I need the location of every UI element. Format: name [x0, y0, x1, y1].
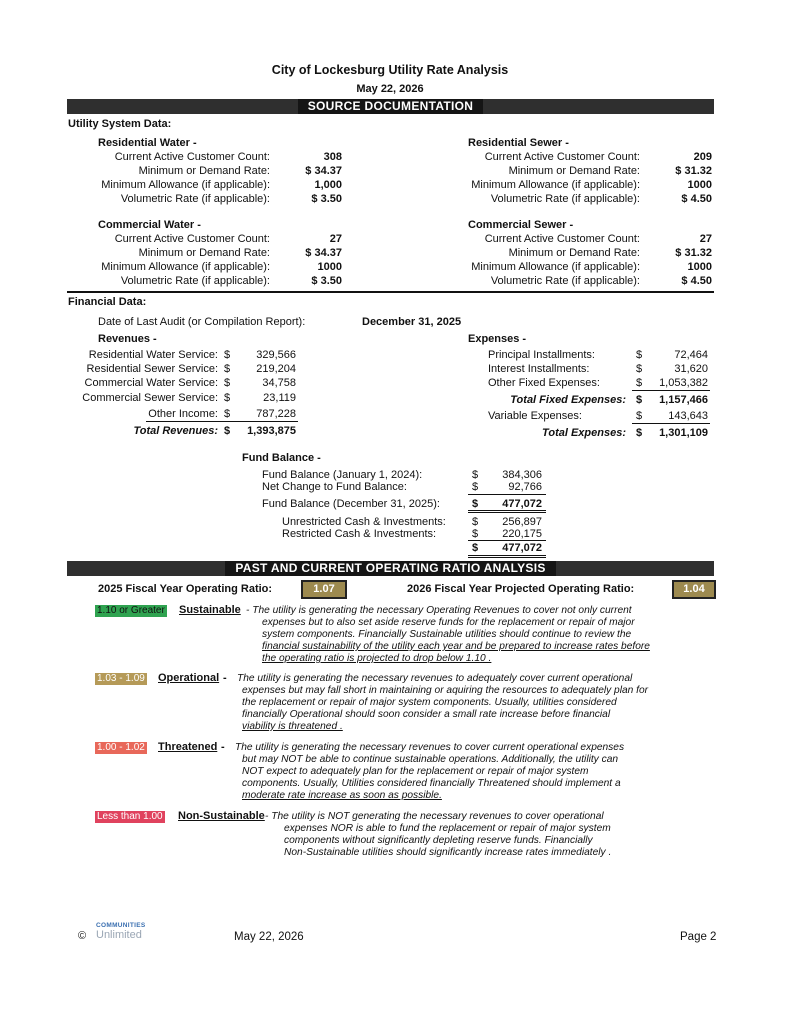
total-revenues-label: Total Revenues:	[133, 425, 218, 437]
operational-line: viability is threatened .	[242, 721, 343, 732]
cs-min-allow-value: 1000	[687, 261, 712, 273]
page-title: City of Lockesburg Utility Rate Analysis	[271, 63, 509, 77]
non-sustainable-line: expenses NOR is able to fund the replacement or repair of major system	[284, 823, 611, 834]
sustainable-line: system components. Financially Sustainable utilities should continue to review the	[262, 629, 632, 640]
revenue-label: Commercial Sewer Service:	[82, 392, 218, 404]
revenue-dollar: $	[224, 392, 231, 404]
variable-value: 143,643	[668, 410, 708, 422]
rw-min-rate-value: $ 34.37	[305, 165, 342, 177]
fund-label: Fund Balance (January 1, 2024):	[262, 469, 423, 481]
non-sustainable-line: - The utility is NOT generating the necessary revenues to cover operational	[265, 811, 604, 822]
revenue-value: 23,119	[263, 392, 296, 404]
rs-min-rate-label: Minimum or Demand Rate:	[508, 165, 640, 177]
fy2026-ratio-badge: 1.04	[672, 580, 716, 599]
threatened-dash: -	[221, 741, 225, 753]
cs-vol-rate-value: $ 4.50	[681, 275, 712, 287]
rw-min-allow-value: 1,000	[314, 179, 342, 191]
expense-dollar: $	[636, 349, 643, 361]
rw-min-rate-label: Minimum or Demand Rate:	[138, 165, 270, 177]
fund-value: 220,175	[502, 528, 542, 540]
fund-value: 92,766	[508, 481, 542, 493]
cs-min-rate-label: Minimum or Demand Rate:	[508, 247, 640, 259]
threatened-line: moderate rate increase as soon as possible.	[242, 790, 442, 801]
logo-top-text: COMMUNITIES	[96, 922, 146, 929]
fund-dollar: $	[472, 516, 479, 528]
fund-label: Restricted Cash & Investments:	[282, 528, 437, 540]
commercial-sewer-title: Commercial Sewer -	[468, 219, 574, 231]
total-expenses-value: 1,301,109	[659, 427, 708, 439]
operational-line: financially Operational should soon consider a small rate increase before financial	[242, 709, 611, 720]
operational-line: the replacement or repair of major system components. Usually, utilities considered	[242, 697, 617, 708]
expense-value: 1,053,382	[659, 377, 708, 389]
fund-dollar: $	[472, 469, 479, 481]
revenue-dollar: $	[224, 349, 231, 361]
source-documentation-bar: SOURCE DOCUMENTATION	[67, 99, 714, 114]
revenue-value: 329,566	[256, 349, 296, 361]
expenses-title: Expenses -	[468, 333, 527, 345]
total-revenues-value: 1,393,875	[247, 425, 296, 437]
revenue-dollar: $	[224, 363, 231, 375]
total-expenses-dollar: $	[636, 427, 643, 439]
sustainable-line: financial sustainability of the utility each year and be prepared to increase rates before	[262, 641, 650, 652]
non-sustainable-range-label: Less than 1.00	[97, 811, 163, 822]
threatened-name: Threatened	[158, 741, 218, 753]
fund-label: Net Change to Fund Balance:	[262, 481, 407, 493]
expense-label: Principal Installments:	[488, 349, 595, 361]
threatened-line: but may NOT be able to continue sustainable operations. Additionally, the utility can	[242, 754, 619, 765]
sustainable-line: - The utility is generating the necessary Operating Revenues to cover not only current	[246, 605, 632, 616]
total-fixed-value: 1,157,466	[659, 394, 708, 406]
sustainable-name: Sustainable	[179, 604, 241, 616]
revenue-value: 219,204	[256, 363, 296, 375]
cw-min-allow-value: 1000	[317, 261, 342, 273]
total-fixed-dollar: $	[636, 394, 643, 406]
revenue-label: Commercial Water Service:	[84, 377, 218, 389]
fund-underline	[468, 540, 546, 541]
fund-underline	[468, 494, 546, 495]
revenue-value: 787,228	[256, 408, 296, 420]
footer-date: May 22, 2026	[234, 931, 304, 943]
cw-customers-label: Current Active Customer Count:	[114, 233, 270, 245]
cs-min-rate-value: $ 31.32	[675, 247, 712, 259]
fund-value: 477,072	[502, 498, 542, 510]
revenue-underline	[146, 421, 298, 422]
non-sustainable-name: Non-Sustainable	[178, 810, 265, 822]
rs-customers-label: Current Active Customer Count:	[484, 151, 640, 163]
cw-min-allow-label: Minimum Allowance (if applicable):	[101, 261, 270, 273]
page-number: Page 2	[680, 931, 717, 943]
expense-value: 72,464	[674, 349, 708, 361]
fund-label: Fund Balance (December 31, 2025):	[262, 498, 440, 510]
rw-customers-value: 308	[323, 151, 342, 163]
fund-dollar: $	[472, 528, 479, 540]
fund-double-underline	[468, 510, 546, 513]
operational-line: expenses but may fall short in maintaining or aquiring the resources to adequately plan for	[242, 685, 649, 696]
expense-value: 31,620	[674, 363, 708, 375]
fy2025-ratio-label: 2025 Fiscal Year Operating Ratio:	[98, 583, 273, 595]
fund-double-underline	[468, 555, 546, 558]
sustainable-line: expenses but to also set aside reserve funds for the replacement or repair of major	[262, 617, 635, 628]
cs-customers-value: 27	[699, 233, 712, 245]
sustainable-range-label: 1.10 or Greater	[97, 605, 165, 616]
fund-dollar: $	[472, 481, 479, 493]
revenues-title: Revenues -	[98, 333, 157, 345]
audit-label: Date of Last Audit (or Compilation Report):	[98, 316, 306, 328]
cw-min-rate-label: Minimum or Demand Rate:	[138, 247, 270, 259]
rs-vol-rate-value: $ 4.50	[681, 193, 712, 205]
cs-customers-label: Current Active Customer Count:	[484, 233, 640, 245]
rs-min-allow-value: 1000	[687, 179, 712, 191]
cw-vol-rate-label: Volumetric Rate (if applicable):	[120, 275, 270, 287]
fund-value: 477,072	[502, 542, 542, 554]
fund-label: Unrestricted Cash & Investments:	[282, 516, 446, 528]
rs-min-rate-value: $ 31.32	[675, 165, 712, 177]
revenue-dollar: $	[224, 408, 231, 420]
expense-label: Other Fixed Expenses:	[488, 377, 600, 389]
non-sustainable-line: Non-Sustainable utilities should significantly increase rates immediately .	[284, 847, 612, 858]
cs-vol-rate-label: Volumetric Rate (if applicable):	[490, 275, 640, 287]
revenue-value: 34,758	[262, 377, 296, 389]
rw-min-allow-label: Minimum Allowance (if applicable):	[101, 179, 270, 191]
financial-heading: Financial Data:	[68, 296, 147, 308]
rw-vol-rate-value: $ 3.50	[311, 193, 342, 205]
threatened-range-label: 1.00 - 1.02	[97, 742, 145, 753]
threatened-line: The utility is generating the necessary revenues to cover current operational expenses	[235, 742, 625, 753]
variable-underline	[632, 423, 710, 424]
fund-dollar: $	[472, 498, 479, 510]
utility-system-heading: Utility System Data:	[68, 118, 172, 130]
total-revenues-dollar: $	[224, 425, 231, 437]
operational-name: Operational	[158, 672, 220, 684]
fund-value: 384,306	[502, 469, 542, 481]
commercial-water-title: Commercial Water -	[98, 219, 201, 231]
fund-dollar: $	[472, 542, 479, 554]
operational-range-label: 1.03 - 1.09	[97, 673, 145, 684]
cw-min-rate-value: $ 34.37	[305, 247, 342, 259]
ratio-analysis-bar: PAST AND CURRENT OPERATING RATIO ANALYSIS	[67, 561, 714, 576]
revenue-dollar: $	[224, 377, 231, 389]
expense-label: Interest Installments:	[488, 363, 590, 375]
rs-vol-rate-label: Volumetric Rate (if applicable):	[490, 193, 640, 205]
fy2026-ratio-label: 2026 Fiscal Year Projected Operating Ratio:	[407, 583, 635, 595]
rs-min-allow-label: Minimum Allowance (if applicable):	[471, 179, 640, 191]
expense-underline	[632, 390, 710, 391]
total-expenses-label: Total Expenses:	[542, 427, 626, 439]
residential-sewer-title: Residential Sewer -	[468, 137, 569, 149]
logo-bottom-text: Unlimited	[96, 929, 142, 941]
sustainable-line: the operating ratio is projected to drop below 1.10 .	[262, 653, 492, 664]
revenue-label: Residential Sewer Service:	[86, 363, 218, 375]
rs-customers-value: 209	[693, 151, 712, 163]
cw-vol-rate-value: $ 3.50	[311, 275, 342, 287]
expense-dollar: $	[636, 377, 643, 389]
rw-vol-rate-label: Volumetric Rate (if applicable):	[120, 193, 270, 205]
fund-value: 256,897	[502, 516, 542, 528]
non-sustainable-line: components without significantly depleting reserve funds. Financially	[284, 835, 593, 846]
audit-date: December 31, 2025	[362, 316, 462, 328]
variable-label: Variable Expenses:	[488, 410, 582, 422]
residential-water-title: Residential Water -	[98, 137, 197, 149]
cs-min-allow-label: Minimum Allowance (if applicable):	[471, 261, 640, 273]
revenue-label: Other Income:	[148, 408, 218, 420]
copyright-icon: ©	[78, 930, 87, 942]
variable-dollar: $	[636, 410, 643, 422]
total-fixed-label: Total Fixed Expenses:	[510, 394, 626, 406]
operational-line: The utility is generating the necessary revenues to adequately cover current operational	[237, 673, 633, 684]
section-divider	[67, 291, 714, 293]
threatened-line: components. Usually, Utilities considered financially Threatened should implement a	[242, 778, 621, 789]
threatened-line: NOT expect to adequately plan for the replacement or repair of major system	[242, 766, 589, 777]
operational-dash: -	[223, 672, 227, 684]
fy2025-ratio-badge: 1.07	[301, 580, 347, 599]
cw-customers-value: 27	[329, 233, 342, 245]
expense-dollar: $	[636, 363, 643, 375]
revenue-label: Residential Water Service:	[88, 349, 218, 361]
rw-customers-label: Current Active Customer Count:	[114, 151, 270, 163]
report-date: May 22, 2026	[356, 83, 424, 95]
fund-balance-title: Fund Balance -	[242, 452, 321, 464]
